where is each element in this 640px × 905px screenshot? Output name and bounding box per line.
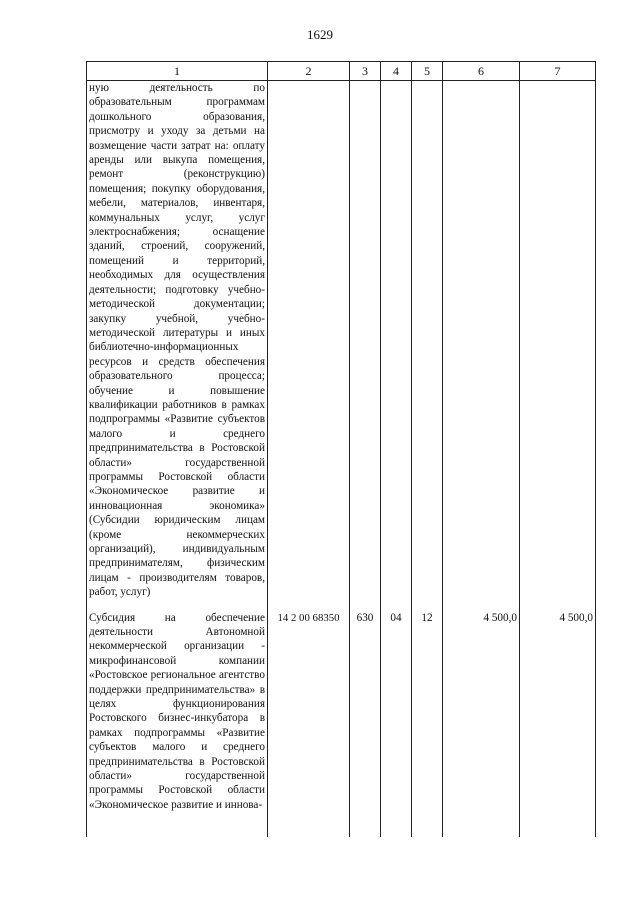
header-col-3: 3 — [350, 62, 381, 81]
table-row — [87, 81, 596, 607]
row-pr — [412, 81, 443, 607]
row-pr: 12 — [412, 607, 443, 837]
row-amount-2019: 4 500,0 — [443, 607, 520, 837]
row-rz — [381, 81, 412, 607]
header-col-5: 5 — [412, 62, 443, 81]
budget-table — [86, 61, 596, 837]
header-col-4: 4 — [381, 62, 412, 81]
row-vr: 630 — [350, 607, 381, 837]
page-number: 1629 — [307, 27, 333, 42]
row-vr — [350, 81, 381, 607]
header-col-7: 7 — [520, 62, 596, 81]
row-rz: 04 — [381, 607, 412, 837]
row-amount-2020: 4 500,0 — [520, 607, 596, 837]
header-col-1: 1 — [87, 62, 268, 81]
row-csr — [268, 81, 350, 607]
row-csr: 14 2 00 68350 — [268, 607, 350, 837]
header-col-6: 6 — [443, 62, 520, 81]
row-amount-2020 — [520, 81, 596, 607]
table-row — [87, 607, 596, 837]
header-col-2: 2 — [268, 62, 350, 81]
row-amount-2019 — [443, 81, 520, 607]
row-description: ную деятельность по образовательным программам дошкольного образования, присмотру и уходу за детьми на возмещение части затрат на: оплату аренды или выкупа помещения, ремонт (реконструкцию) помещения; покупку оборудования, мебели, материалов, инвентаря, коммунальных услуг, услуг электроснабжения; оснащение зданий, строений, сооружений, помещений и территорий, необходимых для осуществления деятельности; подготовку учебно-методической документации; закупку учебной, учебно-методической литературы и иных библиотечно-информационных ресурсов и средств обеспечения образовательного процесса; обучение и повышение квалификации работников в рамках подпрограммы «Развитие субъектов малого и среднего предпринимательства в Ростовской области» государственной программы Ростовской области «Экономическое развитие и инновационная экономика» (Субсидии юридическим лицам (кроме некоммерческих организаций), индивидуальным предпринимателям, физическим лицам - производителям товаров, работ, услуг) — [87, 81, 268, 607]
row-description: Субсидия на обеспечение деятельности Автономной некоммерческой организации - микрофинансовой компании «Ростовское региональное агентство поддержки предпринимательства» в целях функционирования Ростовского бизнес-инкубатора в рамках подпрограммы «Развитие субъектов малого и среднего предпринимательства в Ростовской области» государственной программы Ростовской области «Экономическое развитие и иннова- — [87, 607, 268, 837]
header-row — [87, 62, 596, 81]
